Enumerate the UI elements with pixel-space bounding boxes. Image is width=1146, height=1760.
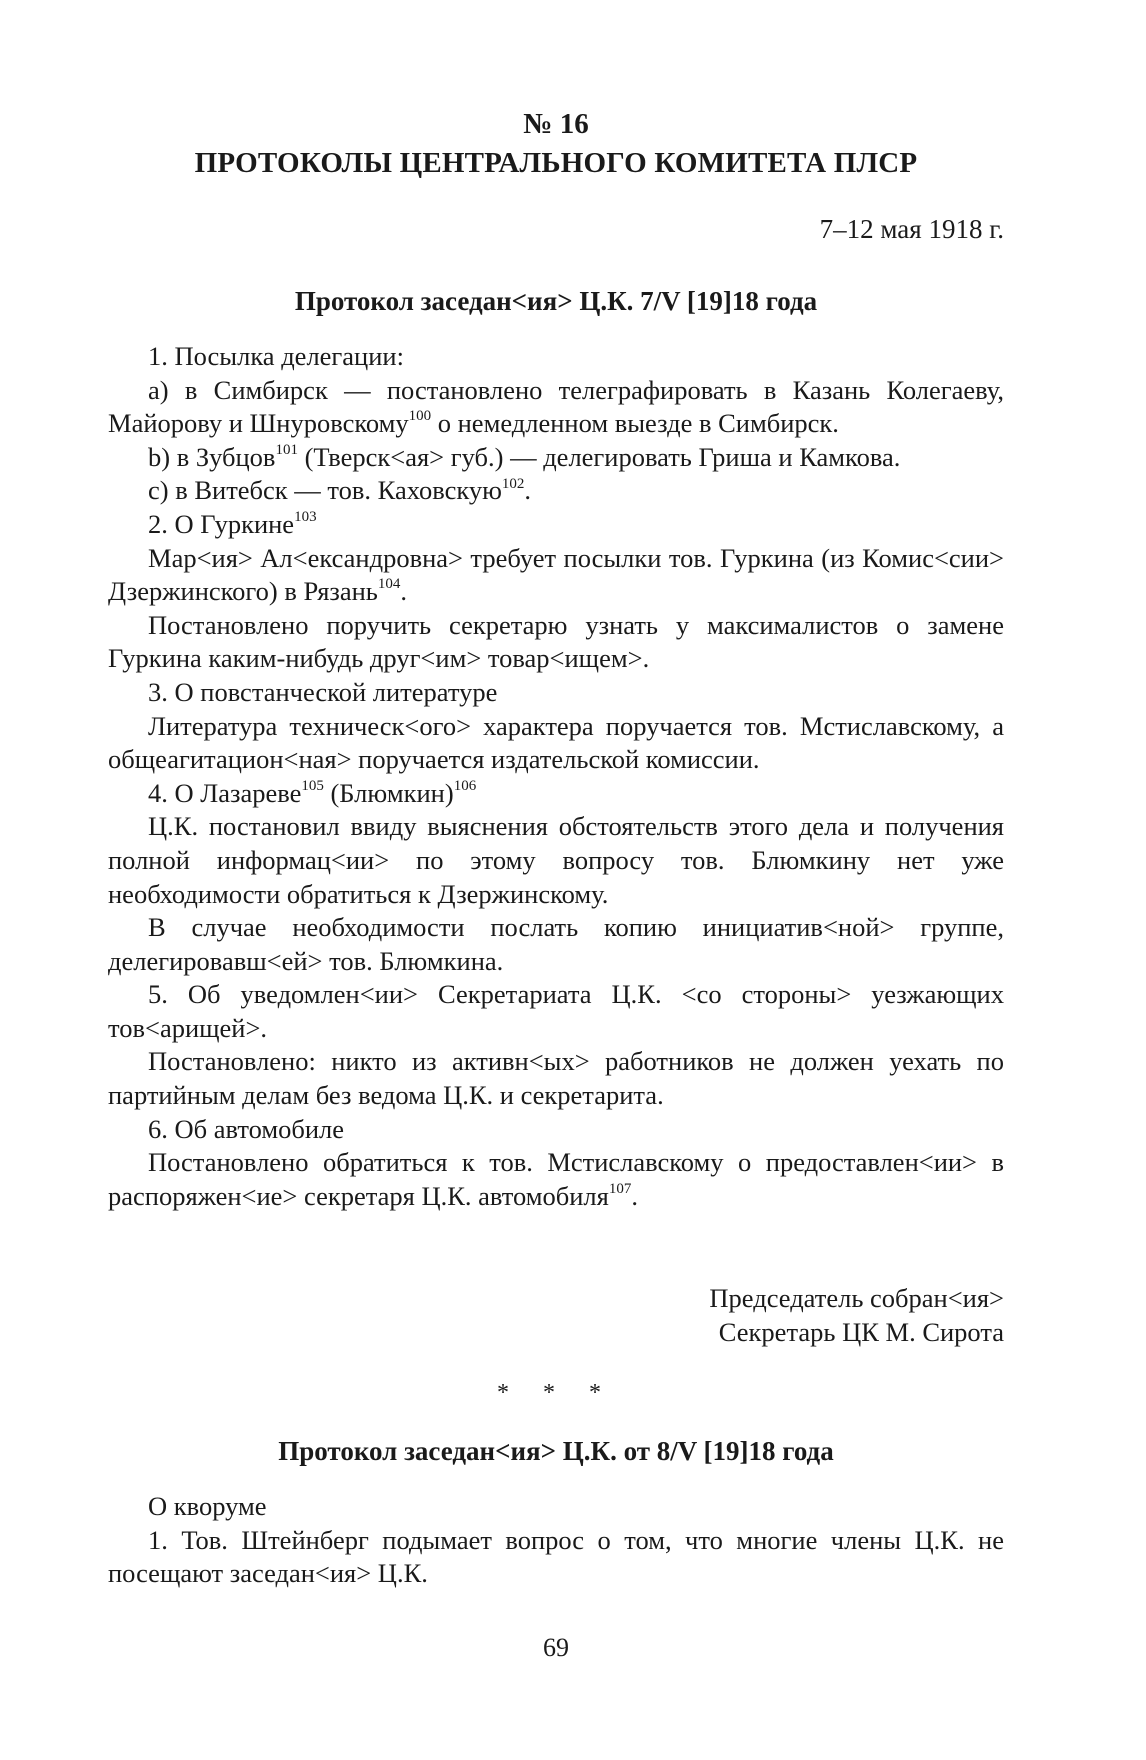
- protocol-2-title: Протокол заседан<ия> Ц.К. от 8/V [19]18 года: [278, 1436, 834, 1466]
- paragraph: В случае необходимости послать копию инициатив<ной> группе, делегировавш<ей> тов. Блюмкина.: [108, 912, 1004, 976]
- document-number: № 16: [523, 108, 589, 140]
- paragraph: 1. Посылка делегации:: [148, 341, 404, 371]
- paragraph: с) в Витебск — тов. Каховскую$^{102}$.: [148, 475, 532, 506]
- section-separator: * * *: [497, 1380, 615, 1406]
- paragraph: 4. О Лазареве$^{105}$ (Блюмкин)$^{106}$: [148, 777, 477, 808]
- footnote-ref: 107: [608, 1181, 632, 1198]
- paragraph: b) в Зубцов$^{101}$ (Тверск<ая> губ.) — делегировать Гриша и Камкова.: [148, 441, 901, 472]
- paragraph: 2. О Гуркине$^{103}$: [148, 508, 317, 539]
- footnote-ref: 103: [294, 509, 317, 526]
- signature-chairman: Председатель собран<ия>: [709, 1283, 1004, 1313]
- footnote-ref: 105: [301, 777, 324, 794]
- paragraph: Постановлено поручить секретарю узнать у максималистов о замене Гуркина каким-нибудь друг<им> товар<ищем>.: [108, 609, 1004, 674]
- paragraph: 6. Об автомобиле: [148, 1113, 345, 1144]
- paragraph: а) в Симбирск — постановлено телеграфировать в Казань Колегаеву, Майорову и Шнуровскому$^{100}$ о немедленном выезде в Симбирск.: [108, 374, 1004, 439]
- footnote-ref: 101: [275, 441, 298, 458]
- footnote-ref: 102: [501, 475, 525, 492]
- protocol-1-body: [108, 340, 1004, 1213]
- paragraph: 3. О повстанческой литературе: [148, 676, 498, 707]
- paragraph: Мар<ия> Ал<ександровна> требует посылки тов. Гуркина (из Комис<сии> Дзержинского) в Рязань$^{104}$.: [108, 542, 1004, 607]
- paragraph: 1. Тов. Штейнберг подымает вопрос о том, что многие члены Ц.К. не посещают заседан<ия> Ц.К.: [108, 1524, 1004, 1589]
- paragraph: Постановлено обратиться к тов. Мстиславскому о предоставлен<ии> в распоряжен<ие> секретаря Ц.К. автомобиля$^{107}$.: [108, 1147, 1004, 1211]
- paragraph: 5. Об уведомлен<ии> Секретариата Ц.К. <со стороны> уезжающих тов<арищей>.: [108, 979, 1004, 1043]
- page-number: 69: [543, 1633, 569, 1662]
- paragraph: Ц.К. постановил ввиду выяснения обстоятельств этого дела и получения полной информац<ии> по этому вопросу тов. Блюмкину нет уже необходимости обратиться к Дзержинскому.: [108, 811, 1004, 909]
- paragraph: Литература техническ<ого> характера поручается тов. Мстиславскому, а общеагитацион<ная> поручается издательской комиссии.: [108, 710, 1004, 775]
- paragraph: Постановлено: никто из активн<ых> работников не должен уехать по партийным делам без ведома Ц.К. и секретарита.: [108, 1046, 1004, 1111]
- footnote-ref: 104: [377, 576, 401, 593]
- protocol-1-title: Протокол заседан<ия> Ц.К. 7/V [19]18 года: [294, 286, 818, 316]
- document-title: ПРОТОКОЛЫ ЦЕНТРАЛЬНОГО КОМИТЕТА ПЛСР: [194, 147, 918, 179]
- footnote-ref: 100: [408, 408, 432, 425]
- signature-secretary: Секретарь ЦК М. Сирота: [718, 1317, 1004, 1347]
- protocol-2-body: [108, 1490, 1004, 1591]
- document-date: 7–12 мая 1918 г.: [819, 214, 1004, 244]
- paragraph: О кворуме: [148, 1491, 267, 1521]
- footnote-ref: 106: [453, 777, 477, 794]
